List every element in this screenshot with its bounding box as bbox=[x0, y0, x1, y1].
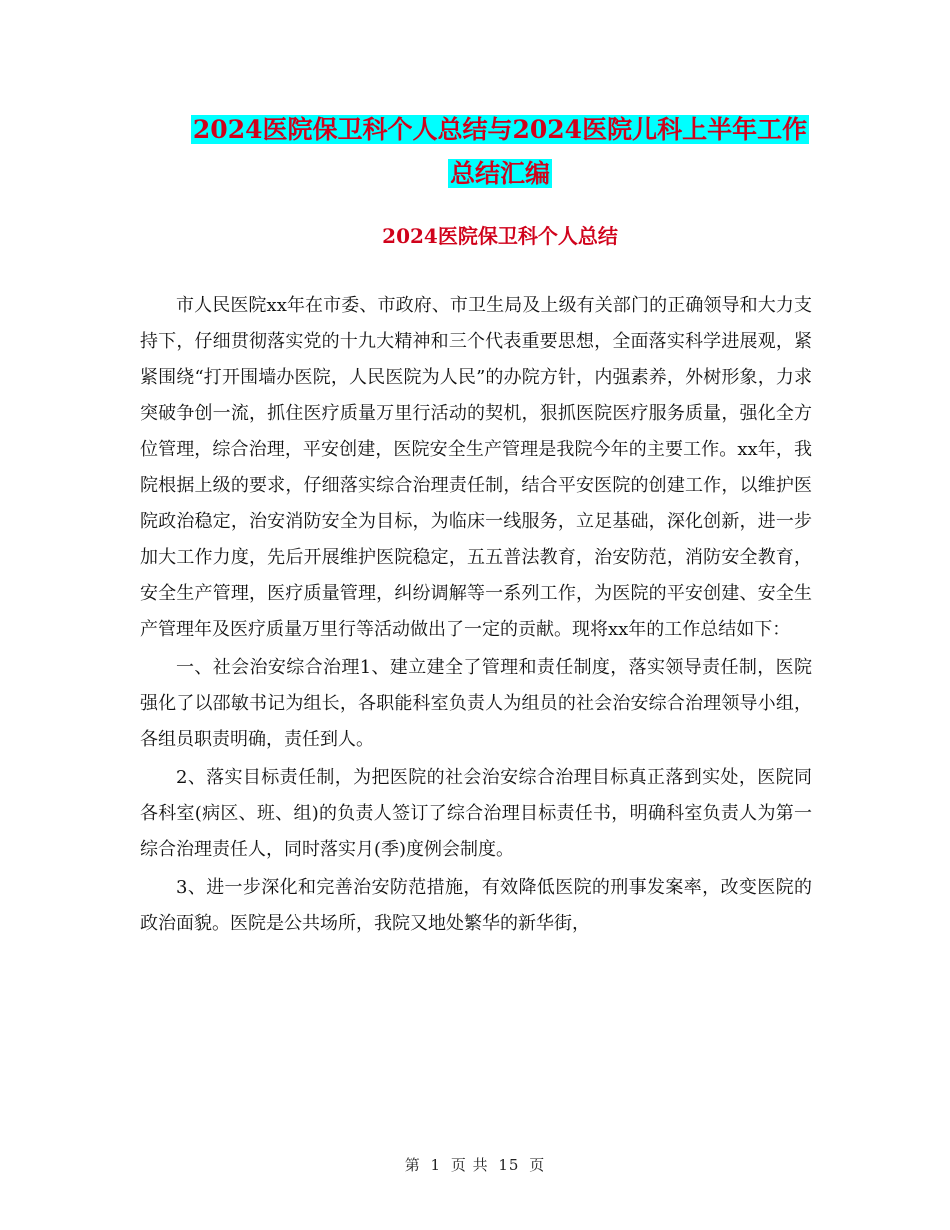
footer-middle: 页 共 bbox=[450, 1156, 489, 1174]
paragraph-item-3: 3、进一步深化和完善治安防范措施，有效降低医院的刑事发案率，改变医院的政治面貌。医院是公共场所，我院又地处繁华的新华街， bbox=[140, 877, 812, 934]
section-title: 2024医院保卫科个人总结 bbox=[382, 224, 618, 248]
page-footer bbox=[0, 1154, 950, 1175]
document-title bbox=[140, 108, 860, 196]
paragraph-intro: 市人民医院xx年在市委、市政府、市卫生局及上级有关部门的正确领导和大力支持下，仔细贯彻落实党的十九大精神和三个代表重要思想，全面落实科学进展观，紧紧围绕“打开围墙办医院，人民医院为人民”的办院方针，内强素养，外树形象，力求突破争创一流，抓住医疗质量万里行活动的契机，狠抓医院医疗服务质量，强化全方位管理，综合治理，平安创建，医院安全生产管理是我院今年的主要工作。xx年，我院根据上级的要求，仔细落实综合治理责任制，结合平安医院的创建工作，以维护医院政治稳定，治安消防安全为目标，为临床一线服务，立足基础，深化创新，进一步加大工作力度，先后开展维护医院稳定，五五普法教育，治安防范，消防安全教育，安全生产管理，医疗质量管理，纠纷调解等一系列工作，为医院的平安创建、安全生产管理年及医疗质量万里行等活动做出了一定的贡献。现将xx年的工作总结如下： bbox=[140, 295, 812, 640]
document-title-line1: 2024医院保卫科个人总结与2024医院儿科上半年工作 bbox=[192, 115, 808, 144]
document-title-line2: 总结汇编 bbox=[449, 159, 550, 188]
footer-current-page: 1 bbox=[430, 1156, 442, 1174]
footer-suffix: 页 bbox=[529, 1156, 546, 1174]
paragraph-item-1: 一、社会治安综合治理1、建立建全了管理和责任制度，落实领导责任制，医院强化了以邵敏书记为组长，各职能科室负责人为组员的社会治安综合治理领导小组，各组员职责明确，责任到人。 bbox=[140, 657, 812, 750]
document-body bbox=[140, 288, 812, 944]
paragraph-item-2: 2、落实目标责任制，为把医院的社会治安综合治理目标真正落到实处，医院同各科室(病区、班、组)的负责人签订了综合治理目标责任书，明确科室负责人为第一综合治理责任人，同时落实月(季)度例会制度。 bbox=[140, 767, 812, 860]
footer-prefix: 第 bbox=[404, 1156, 421, 1174]
footer-total-pages: 15 bbox=[498, 1156, 520, 1174]
